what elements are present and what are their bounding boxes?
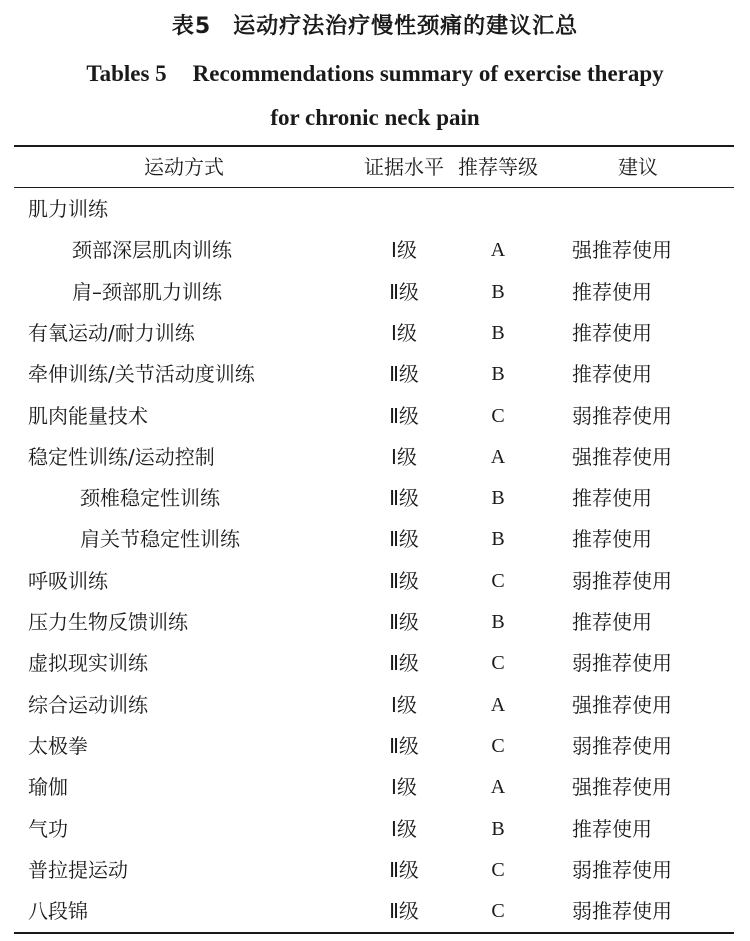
cell-evidence-level: Ⅱ级	[389, 568, 419, 593]
cell-recommendation-grade: B	[491, 363, 505, 386]
cell-evidence-level: Ⅰ级	[391, 816, 417, 841]
cell-method: 瑜伽	[28, 775, 68, 800]
cell-recommendation-grade: B	[491, 280, 505, 303]
cell-method: 气功	[28, 816, 68, 841]
cell-evidence-level: Ⅱ级	[389, 403, 419, 428]
cell-recommendation: 弱推荐使用	[572, 857, 672, 882]
cell-method: 稳定性训练/运动控制	[28, 444, 215, 469]
header-evidence-level: 证据水平	[364, 155, 444, 179]
table-title-chinese	[0, 10, 750, 44]
cell-evidence-level: Ⅱ级	[389, 527, 419, 552]
table-caption-chinese: 运动疗法治疗慢性颈痛的建议汇总	[233, 14, 579, 39]
cell-recommendation: 推荐使用	[572, 527, 652, 552]
table-title-english-line2: for chronic neck pain	[270, 105, 480, 130]
cell-recommendation: 强推荐使用	[572, 775, 672, 800]
cell-evidence-level: Ⅰ级	[391, 320, 417, 345]
table-row	[14, 519, 734, 560]
cell-recommendation-grade: C	[491, 404, 505, 427]
cell-recommendation-grade: C	[491, 734, 505, 757]
table-row	[14, 561, 734, 602]
cell-method: 有氧运动/耐力训练	[28, 320, 195, 345]
cell-recommendation: 弱推荐使用	[572, 651, 672, 676]
table-row	[14, 354, 734, 395]
cell-recommendation: 推荐使用	[572, 610, 652, 634]
cell-evidence-level: Ⅱ级	[389, 486, 419, 511]
cell-method: 肩–颈部肌力训练	[72, 279, 222, 304]
table-row	[14, 767, 734, 808]
table-header-rule	[14, 187, 734, 188]
table-row	[14, 685, 734, 726]
table-title-english-line1	[0, 57, 750, 91]
table-caption-english: Recommendations summary of exercise therapy	[192, 61, 664, 86]
cell-evidence-level: Ⅱ级	[389, 610, 419, 634]
table-row	[14, 189, 734, 230]
table-row	[14, 643, 734, 684]
cell-recommendation: 强推荐使用	[572, 444, 672, 469]
header-recommendation: 建议	[618, 155, 658, 179]
cell-recommendation: 弱推荐使用	[572, 733, 672, 758]
cell-recommendation-grade: B	[491, 611, 505, 633]
cell-method: 肌肉能量技术	[28, 403, 148, 428]
cell-recommendation-grade: A	[490, 445, 506, 468]
cell-method: 肩关节稳定性训练	[80, 527, 240, 552]
cell-evidence-level: Ⅱ级	[389, 857, 419, 882]
cell-recommendation-grade: A	[490, 776, 506, 799]
cell-method: 颈椎稳定性训练	[80, 486, 220, 511]
cell-recommendation-grade: C	[491, 900, 505, 923]
cell-recommendation-grade: C	[491, 652, 505, 675]
cell-method: 牵伸训练/关节活动度训练	[28, 362, 255, 387]
cell-evidence-level: Ⅱ级	[389, 733, 419, 758]
cell-evidence-level: Ⅰ级	[391, 775, 417, 800]
cell-method: 颈部深层肌肉训练	[72, 238, 232, 263]
cell-evidence-level: Ⅱ级	[389, 651, 419, 676]
cell-method: 肌力训练	[28, 197, 108, 221]
table-row	[14, 850, 734, 891]
cell-method: 八段锦	[28, 899, 88, 924]
cell-method: 呼吸训练	[28, 568, 108, 593]
cell-recommendation-grade: B	[491, 321, 505, 344]
table-number-english: Tables 5	[86, 61, 167, 86]
table-bottom-rule	[14, 932, 734, 934]
table-row	[14, 396, 734, 437]
table-row	[14, 230, 734, 271]
cell-recommendation: 强推荐使用	[572, 692, 672, 717]
cell-recommendation-grade: A	[490, 239, 506, 262]
cell-recommendation: 推荐使用	[572, 486, 652, 511]
cell-evidence-level	[354, 189, 454, 230]
cell-recommendation-grade: A	[490, 693, 506, 716]
cell-recommendation-grade	[454, 189, 542, 230]
table-row	[14, 891, 734, 932]
header-recommendation-grade: 推荐等级	[458, 155, 538, 179]
cell-recommendation-grade: B	[491, 487, 505, 510]
cell-evidence-level: Ⅱ级	[389, 279, 419, 304]
cell-recommendation: 弱推荐使用	[572, 899, 672, 924]
cell-method: 虚拟现实训练	[28, 651, 148, 676]
cell-recommendation: 推荐使用	[572, 320, 652, 345]
table-row	[14, 726, 734, 767]
table-number-chinese: 表5	[171, 14, 212, 39]
table-row	[14, 272, 734, 313]
cell-recommendation: 推荐使用	[572, 816, 652, 841]
table-row	[14, 478, 734, 519]
cell-recommendation-grade: B	[491, 528, 505, 551]
cell-evidence-level: Ⅰ级	[391, 238, 417, 263]
cell-recommendation-grade: B	[491, 817, 505, 840]
cell-recommendation: 强推荐使用	[572, 238, 672, 263]
cell-method: 太极拳	[28, 733, 88, 758]
table-row	[14, 437, 734, 478]
cell-recommendation-grade: C	[491, 569, 505, 592]
cell-recommendation-grade: C	[491, 858, 505, 881]
header-method: 运动方式	[144, 155, 224, 179]
cell-evidence-level: Ⅱ级	[389, 362, 419, 387]
cell-recommendation: 弱推荐使用	[572, 568, 672, 593]
cell-method: 普拉提运动	[28, 857, 128, 882]
table-row	[14, 809, 734, 850]
cell-evidence-level: Ⅰ级	[391, 692, 417, 717]
cell-recommendation: 推荐使用	[572, 279, 652, 304]
cell-method: 压力生物反馈训练	[28, 610, 188, 634]
cell-recommendation: 弱推荐使用	[572, 403, 672, 428]
cell-evidence-level: Ⅱ级	[389, 899, 419, 924]
cell-method: 综合运动训练	[28, 692, 148, 717]
table-row	[14, 602, 734, 643]
cell-evidence-level: Ⅰ级	[391, 444, 417, 469]
cell-recommendation: 推荐使用	[572, 362, 652, 387]
table-row	[14, 313, 734, 354]
